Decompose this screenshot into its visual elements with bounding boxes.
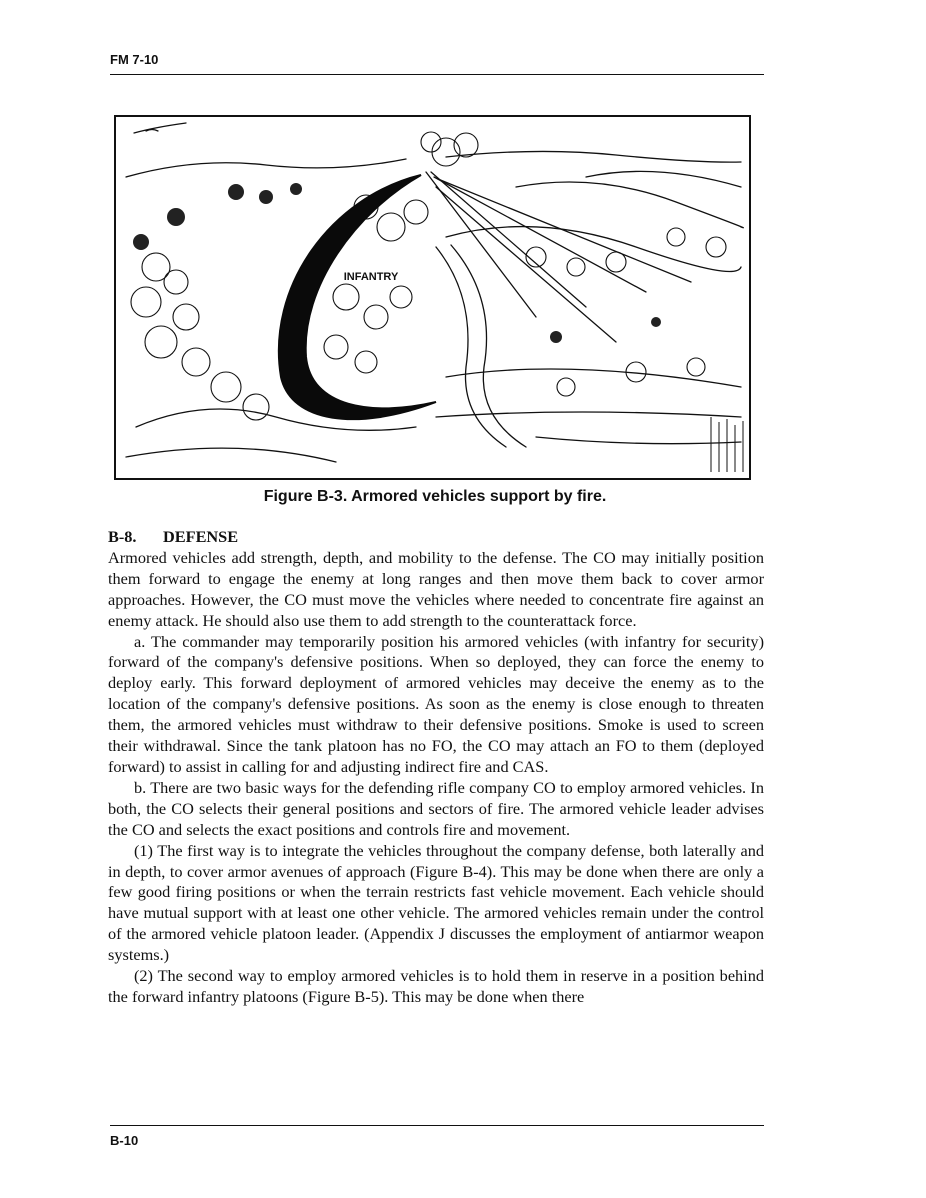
footer-rule [110, 1125, 764, 1126]
terrain-illustration [116, 117, 749, 478]
header-rule [110, 74, 764, 75]
figure-caption: Figure B-3. Armored vehicles support by fire. [263, 488, 607, 505]
section-heading [108, 527, 764, 548]
paragraph-b: b. There are two basic ways for the defending rifle company CO to employ armored vehicles. In both, the CO selects their general positions and sectors of fire. The armored vehicle leader advises the CO and selects the exact positions and controls fire and movement. [108, 777, 764, 839]
paragraph-b2: (2) The second way to employ armored vehicles is to hold them in reserve in a position behind the forward infantry platoons (Figure B-5). This may be done when there [108, 966, 764, 1006]
section-title: DEFENSE [163, 527, 239, 546]
paragraph-intro: Armored vehicles add strength, depth, and mobility to the defense. The CO may initially position them forward to engage the enemy at long ranges and then move them back to cover armor approaches. However, the CO must move the vehicles where needed to concentrate fire against an enemy attack. He should also use them to add strength to the counterattack force. [108, 547, 764, 630]
document-id: FM 7-10 [110, 52, 159, 67]
paragraph-a: a. The commander may temporarily position his armored vehicles (with infantry for security) forward of the company's defensive positions. When so deployed, they can force the enemy to deploy early. This forward deployment of armored vehicles may deceive the enemy as to the location of the company's defensive positions. As soon as the enemy is close enough to threaten them, the armored vehicles must withdraw to their defensive positions. Smoke is used to screen their withdrawal. Since the tank platoon has no FO, the CO may attach an FO to them (deployed forward) to assist in calling for and adjusting indirect fire and CAS. [108, 631, 764, 776]
infantry-label: INFANTRY [343, 271, 399, 283]
page-number: B-10 [110, 1133, 139, 1148]
figure-illustration [114, 115, 751, 480]
body-text [108, 527, 764, 1008]
section-number: B-8. [108, 527, 137, 546]
paragraph-b1: (1) The first way is to integrate the vehicles throughout the company defense, both laterally and in depth, to cover armor avenues of approach (Figure B-4). This may be done when there are only a few good firing positions or when the terrain restricts fast vehicle movement. Each vehicle should have mutual support with at least one other vehicle. The armored vehicles remain under the control of the armored vehicle platoon leader. (Appendix J discusses the employment of antiarmor weapon systems.) [108, 840, 764, 965]
